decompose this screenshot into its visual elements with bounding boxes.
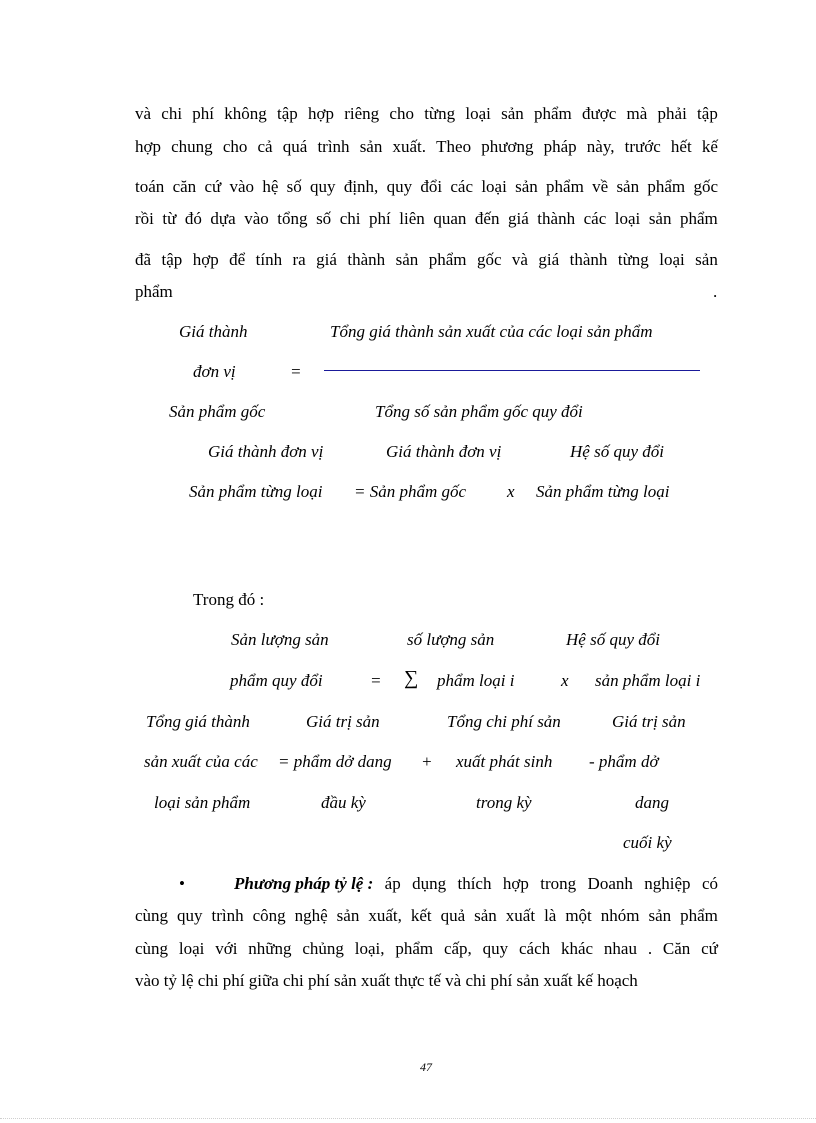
formula4-a2: Giá trị sản xyxy=(306,712,380,731)
paragraph-2-line-1 xyxy=(234,874,718,894)
page-number: 47 xyxy=(420,1060,432,1074)
word: có xyxy=(701,874,718,893)
word: khác xyxy=(560,939,594,958)
word: công xyxy=(252,906,286,925)
formula3-equals: = xyxy=(370,671,382,690)
word: từng xyxy=(617,250,649,269)
formula1-equals: = xyxy=(290,362,302,381)
paragraph-2-line-2 xyxy=(135,906,718,926)
word: cách xyxy=(519,939,551,958)
word: tổng xyxy=(277,209,308,228)
word: liên xyxy=(399,209,425,228)
paragraph-1-line-1 xyxy=(135,104,718,124)
paragraph-1-line-3 xyxy=(135,177,718,197)
word: sản xyxy=(474,906,497,925)
formula2-r2: = Sản phẩm gốc xyxy=(354,482,467,501)
word: vào xyxy=(229,177,255,196)
word: nhóm xyxy=(600,906,640,925)
word: với xyxy=(215,939,238,958)
formula4-b3: xuất phát sinh xyxy=(456,752,553,771)
sigma-symbol: ∑ xyxy=(404,667,419,689)
word: thành xyxy=(569,250,608,269)
formula1-left-top: Giá thành xyxy=(179,322,248,341)
word: chủng xyxy=(302,939,344,958)
word: từng xyxy=(424,104,456,123)
fraction-line xyxy=(324,370,700,371)
word: loại xyxy=(178,939,205,958)
word: trong xyxy=(540,874,577,893)
paragraph-1-line-5 xyxy=(135,250,718,270)
word: và xyxy=(511,250,528,269)
word: ra xyxy=(292,250,306,269)
word: quy xyxy=(482,939,509,958)
word: sản xyxy=(336,906,360,925)
word: một xyxy=(565,906,592,925)
formula4-a1: Tổng giá thành xyxy=(146,712,250,731)
word: phẩm xyxy=(395,939,434,958)
word: sản xyxy=(616,177,640,196)
word: phương xyxy=(481,137,534,156)
word: các xyxy=(583,209,607,228)
word: không xyxy=(224,104,267,123)
word: quy xyxy=(386,177,413,196)
word: số xyxy=(286,177,302,196)
paragraph-2-line-4: vào tỷ lệ chi phí giữa chi phí sản xuất thực tế và chi phí sản xuất kế hoạch xyxy=(135,971,638,990)
formula1-left-mid: đơn vị xyxy=(193,362,236,381)
word: sản xyxy=(515,177,538,196)
formula1-numerator: Tổng giá thành sản xuất của các loại sản phẩm xyxy=(330,322,653,341)
word: căn xyxy=(172,177,197,196)
word: gốc xyxy=(476,250,502,269)
word: những xyxy=(248,939,292,958)
formula2-h3: Hệ số quy đổi xyxy=(570,442,664,461)
formula2-h2: Giá thành đơn vị xyxy=(386,442,502,461)
word: hợp xyxy=(192,250,219,269)
word: riêng xyxy=(344,104,380,123)
word: xuất. xyxy=(392,137,427,156)
word: loại xyxy=(659,250,685,269)
paragraph-1-period: . xyxy=(713,282,718,301)
word: nghệ xyxy=(294,906,328,925)
word: về xyxy=(592,177,609,196)
word: đổi xyxy=(420,177,443,196)
paragraph-1-last-word: phẩm xyxy=(135,282,173,301)
word: loại, xyxy=(354,939,385,958)
bullet-icon: • xyxy=(179,874,185,893)
formula3-r3: sản phẩm loại i xyxy=(595,671,701,690)
word: Căn xyxy=(662,939,691,958)
formula2-h1: Giá thành đơn vị xyxy=(208,442,324,461)
word: phẩm xyxy=(680,906,718,925)
word: phí xyxy=(192,104,215,123)
formula3-h2: số lượng sản xyxy=(407,630,495,649)
word: rồi xyxy=(135,209,154,228)
word: từ xyxy=(162,209,177,228)
word: này, xyxy=(586,137,615,156)
word: loại xyxy=(614,209,641,228)
word: gốc xyxy=(693,177,718,196)
formula3-r1: phẩm quy đổi xyxy=(230,671,323,690)
word: áp xyxy=(384,874,401,893)
word: loại xyxy=(481,177,507,196)
word: sản xyxy=(695,250,718,269)
word: quá xyxy=(282,137,308,156)
word: phẩm xyxy=(534,104,572,123)
formula3-times: x xyxy=(561,671,569,690)
word: cấp, xyxy=(443,939,472,958)
word: là xyxy=(544,906,557,925)
formula4-c1: loại sản phẩm xyxy=(154,793,251,812)
word: tập xyxy=(161,250,183,269)
word: chung xyxy=(171,137,213,156)
word: xuất xyxy=(505,906,536,925)
word: trước xyxy=(624,137,661,156)
word: dựa xyxy=(210,209,236,228)
word: thích xyxy=(457,874,492,893)
word: cùng xyxy=(135,906,169,925)
word: chi xyxy=(339,209,361,228)
formula4-a4: Giá trị sản xyxy=(612,712,686,731)
word: hệ xyxy=(262,177,279,196)
word: giá xyxy=(316,250,337,269)
word: phẩm xyxy=(680,209,718,228)
word: đó xyxy=(184,209,202,228)
word: được xyxy=(582,104,617,123)
word: cứ xyxy=(701,939,718,958)
word: Doanh xyxy=(587,874,633,893)
word: cho xyxy=(222,137,248,156)
formula2-r1: Sản phẩm từng loại xyxy=(189,482,323,501)
word: sản xyxy=(359,137,383,156)
formula4-b1: sản xuất của các xyxy=(144,752,258,771)
word: và xyxy=(135,104,152,123)
where-label: Trong đó : xyxy=(193,590,265,609)
word: sản xyxy=(648,906,672,925)
word: nghiệp xyxy=(644,874,691,893)
word: toán xyxy=(135,177,165,196)
word: quy xyxy=(177,906,203,925)
paragraph-2-line-3 xyxy=(135,939,718,959)
word: đã xyxy=(135,250,152,269)
word: sản xyxy=(501,104,524,123)
word: vào xyxy=(244,209,269,228)
word: tập xyxy=(697,104,718,123)
word: sản xyxy=(395,250,419,269)
word: quan xyxy=(433,209,467,228)
word: kế xyxy=(701,137,718,156)
word: tính xyxy=(255,250,283,269)
word: . xyxy=(647,939,653,958)
formula3-h1: Sản lượng sản xyxy=(231,630,329,649)
word: phẩm xyxy=(647,177,686,196)
word: Theo xyxy=(436,137,472,156)
word: nhau xyxy=(603,939,637,958)
word: chi xyxy=(161,104,183,123)
formula4-plus: + xyxy=(421,752,433,771)
word: kết xyxy=(410,906,432,925)
paragraph-1-line-4 xyxy=(135,209,718,229)
word: cùng xyxy=(135,939,169,958)
formula4-b2: = phẩm dở dang xyxy=(278,752,392,771)
formula2-r3: Sản phẩm từng loại xyxy=(536,482,670,501)
word: cứ xyxy=(204,177,222,196)
word: số xyxy=(316,209,332,228)
formula1-denominator: Tổng số sản phẩm gốc quy đổi xyxy=(375,402,583,421)
word: hợp xyxy=(502,874,529,893)
formula1-left-bottom: Sản phẩm gốc xyxy=(169,402,266,421)
word: xuất, xyxy=(368,906,402,925)
word: quy xyxy=(310,177,336,196)
word: phẩm xyxy=(546,177,584,196)
word: dụng xyxy=(412,874,447,893)
word: các xyxy=(450,177,474,196)
word: pháp xyxy=(543,137,577,156)
word: giá xyxy=(538,250,560,269)
word: thành xyxy=(537,209,576,228)
formula4-c2: đầu kỳ xyxy=(321,793,366,812)
formula3-h3: Hệ số quy đổi xyxy=(566,630,660,649)
word: cho xyxy=(389,104,414,123)
word: sản xyxy=(648,209,672,228)
page-bottom-border xyxy=(0,1118,816,1119)
word: định, xyxy=(343,177,379,196)
word: phẩm xyxy=(428,250,467,269)
word: phí xyxy=(369,209,391,228)
paragraph-1-line-2 xyxy=(135,137,718,157)
formula4-c4: dang xyxy=(635,793,669,812)
word: loại xyxy=(465,104,491,123)
word: đến xyxy=(474,209,500,228)
word: phải xyxy=(657,104,687,123)
method-term: Phương pháp tỷ lệ : xyxy=(234,874,374,893)
formula4-a3: Tổng chi phí sản xyxy=(447,712,561,731)
word: tập xyxy=(277,104,298,123)
word: thành xyxy=(347,250,386,269)
word: hợp xyxy=(135,137,161,156)
word: trình xyxy=(317,137,350,156)
formula4-c3: trong kỳ xyxy=(476,793,532,812)
formula4-d4: cuối kỳ xyxy=(623,833,672,852)
word: giá xyxy=(507,209,529,228)
formula4-b4: - phẩm dở xyxy=(589,752,659,771)
word: cả xyxy=(257,137,273,156)
word: trình xyxy=(211,906,244,925)
word: hết xyxy=(670,137,692,156)
word: quả xyxy=(440,906,466,925)
word: mà xyxy=(626,104,648,123)
formula3-r2: phẩm loại i xyxy=(437,671,515,690)
formula2-times: x xyxy=(507,482,515,501)
word: hợp xyxy=(308,104,335,123)
word: để xyxy=(229,250,246,269)
